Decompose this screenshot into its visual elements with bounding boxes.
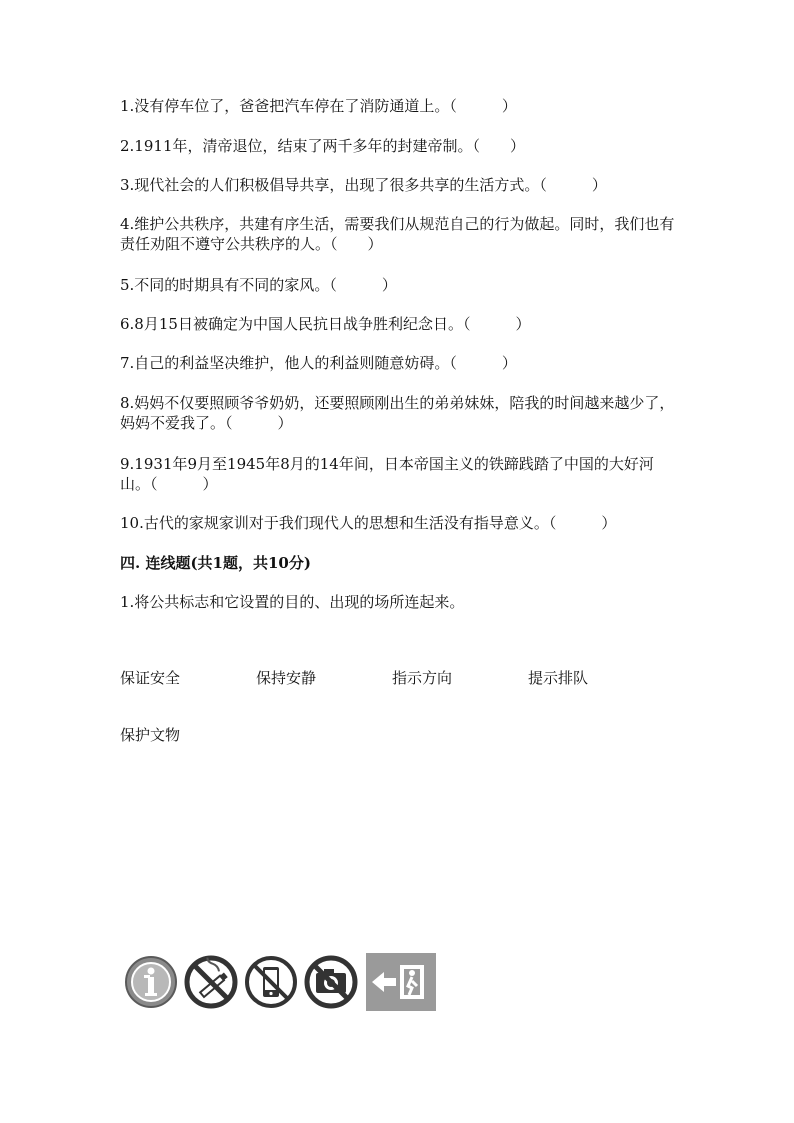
option-keep-quiet: 保持安静 [256,669,317,687]
question-6: 6.8月15日被确定为中国人民抗日战争胜利纪念日。（ ） [120,315,531,333]
question-9: 9.1931年9月至1945年8月的14年间，日本帝国主义的铁蹄践踏了中国的大好河山。（ ） [120,455,654,493]
option-protect-relics: 保护文物 [120,726,181,744]
question-3: 3.现代社会的人们积极倡导共享，出现了很多共享的生活方式。（ ） [120,176,607,194]
option-queue-reminder: 提示排队 [528,669,589,687]
question-7: 7.自己的利益坚决维护，他人的利益则随意妨碍。（ ） [120,354,517,372]
section-title-matching: 四. 连线题(共1题，共10分) [120,554,311,572]
option-indicate-direction: 指示方向 [392,669,453,687]
question-10: 10.古代的家规家训对于我们现代人的思想和生活没有指导意义。（ ） [120,514,617,532]
question-5: 5.不同的时期具有不同的家风。（ ） [120,276,397,294]
question-2: 2.1911年，清帝退位，结束了两千多年的封建帝制。（ ） [120,137,525,155]
no-photo-sign-icon [304,953,358,1011]
question-1: 1.没有停车位了，爸爸把汽车停在了消防通道上。（ ） [120,97,517,115]
option-ensure-safety: 保证安全 [120,669,181,687]
question-8: 8.妈妈不仅要照顾爷爷奶奶，还要照顾刚出生的弟弟妹妹，陪我的时间越来越少了，妈妈不爱我了。（ ） [120,394,675,432]
matching-question: 1.将公共标志和它设置的目的、出现的场所连起来。 [120,593,465,611]
exit-arrow-sign-icon [366,953,436,1011]
question-4: 4.维护公共秩序，共建有序生活，需要我们从规范自己的行为做起。同时，我们也有责任劝阻不遵守公共秩序的人。（ ） [120,215,675,253]
no-phone-sign-icon [244,953,298,1011]
no-smoking-sign-icon [184,953,238,1011]
info-sign-icon [124,953,178,1011]
